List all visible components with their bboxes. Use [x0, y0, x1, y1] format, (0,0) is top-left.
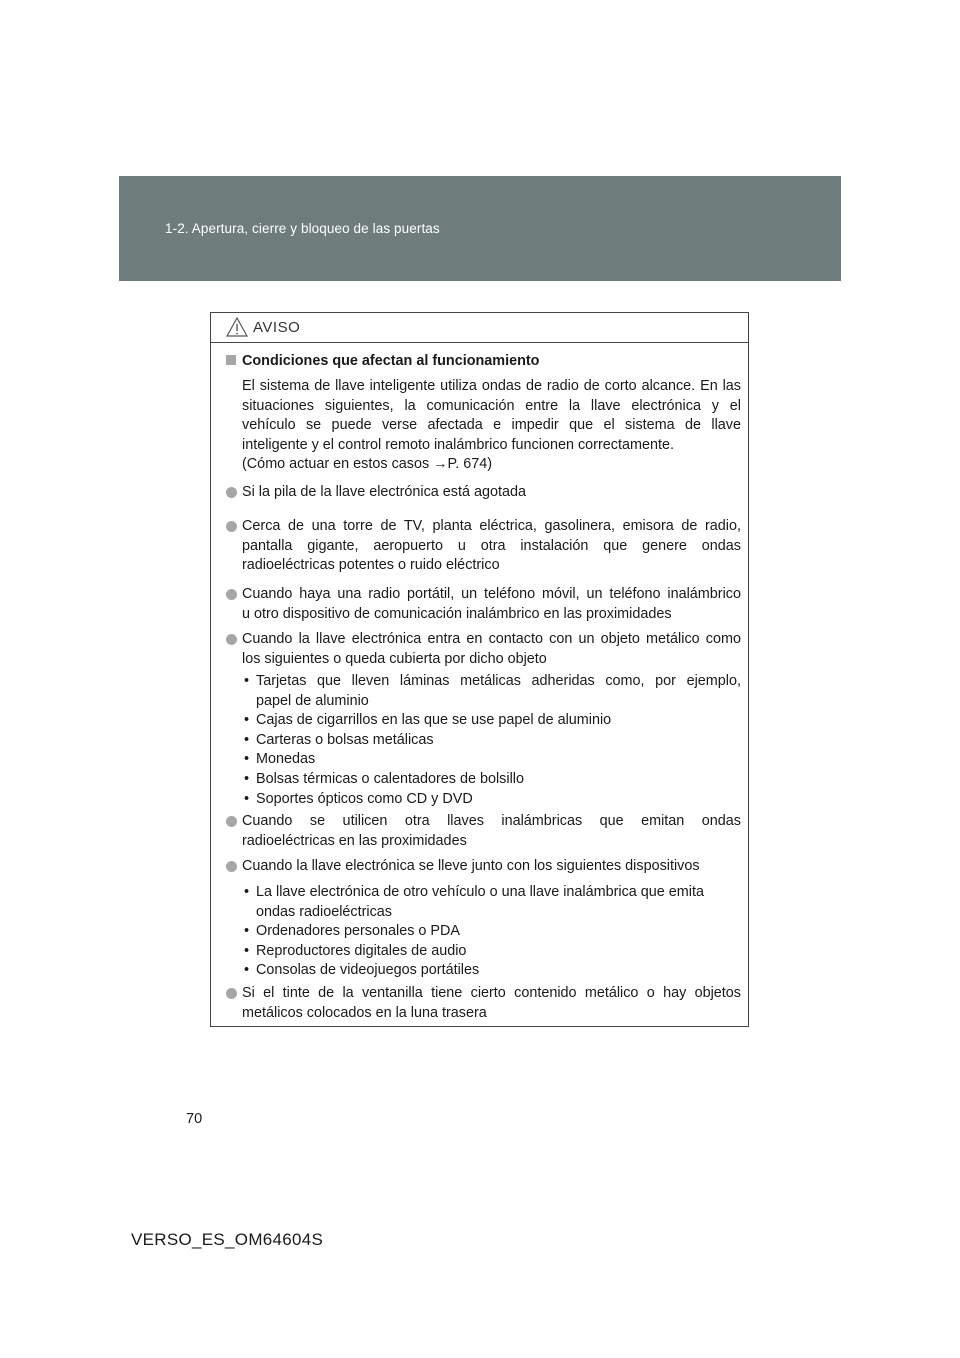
warning-box: [210, 312, 749, 1027]
sub-list-item: [244, 883, 741, 922]
page-number: 70: [186, 1111, 203, 1127]
sub-line: Ordenadores personales o PDA: [256, 923, 460, 940]
header-band: [119, 176, 841, 281]
section-title-text: Condiciones que afectan al funcionamiento: [242, 353, 540, 369]
sub-line: Cajas de cigarrillos en las que se use papel de aluminio: [256, 712, 612, 729]
sub-list-item: [244, 922, 741, 942]
intro-line: vehículo se puede verse afectada e impedir que el sistema de llave: [242, 417, 741, 434]
bullet-line: Si el tinte de la ventanilla tiene cierto contenido metálico o hay objetos: [242, 985, 741, 1001]
list-item: [224, 812, 741, 851]
sub-line: Carteras o bolsas metálicas: [256, 731, 434, 748]
circle-bullet-icon: [226, 521, 237, 532]
warning-triangle-icon: [226, 317, 248, 337]
sub-list-item: [244, 711, 741, 731]
circle-bullet-icon: [226, 487, 237, 498]
circle-bullet-icon: [226, 816, 237, 827]
sub-list-item: [244, 790, 741, 810]
square-bullet-icon: [226, 355, 236, 365]
sub-line: Bolsas térmicas o calentadores de bolsillo: [256, 770, 524, 787]
circle-bullet-icon: [226, 988, 237, 999]
circle-bullet-icon: [226, 589, 237, 600]
circle-bullet-icon: [226, 634, 237, 645]
bullet-line: Si la pila de la llave electrónica está agotada: [242, 484, 526, 500]
sub-line: Soportes ópticos como CD y DVD: [256, 790, 473, 807]
sub-list-metal: [244, 672, 741, 809]
intro-line: situaciones siguientes, la comunicación entre la llave electrónica y el: [242, 397, 741, 414]
bullet-line: Cuando la llave electrónica entra en contacto con un objeto metálico como: [242, 631, 741, 647]
circle-bullet-icon: [226, 861, 237, 872]
sub-line: • La llave electrónica de otro vehículo o una llave inalámbrica que emita: [256, 884, 704, 900]
warning-header: [211, 313, 748, 343]
sub-line: Consolas de videojuegos portátiles: [256, 962, 480, 979]
sub-line: ondas radioeléctricas: [256, 903, 392, 920]
document-code: VERSO_ES_OM64604S: [131, 1230, 324, 1249]
list-item: [224, 857, 741, 877]
section-title: [226, 352, 740, 372]
warning-title: AVISO: [253, 319, 301, 336]
sub-line: Reproductores digitales de audio: [256, 942, 467, 959]
sub-list-item: [244, 961, 741, 981]
bullet-line: u otro dispositivo de comunicación inalámbrico en las proximidades: [242, 605, 672, 622]
bullet-line: radioeléctricas potentes o ruido eléctrico: [242, 557, 500, 574]
sub-list-devices: [244, 883, 741, 981]
sub-line: • Tarjetas que lleven láminas metálicas adheridas como, por ejemplo,: [256, 673, 741, 689]
list-item: [224, 630, 741, 669]
list-item: [224, 585, 741, 624]
sub-line: Monedas: [256, 751, 316, 768]
list-item: [224, 984, 741, 1023]
list-item: [224, 517, 741, 576]
sub-list-item: [244, 750, 741, 770]
sub-list-item: [244, 731, 741, 751]
bullet-line: Cuando haya una radio portátil, un teléfono móvil, un teléfono inalámbrico: [242, 586, 741, 602]
intro-line: El sistema de llave inteligente utiliza ondas de radio de corto alcance. En las: [242, 378, 741, 394]
bullet-line: metálicos colocados en la luna trasera: [242, 1004, 487, 1021]
bullet-line: radioeléctricas en las proximidades: [242, 832, 467, 849]
intro-reference: (Cómo actuar en estos casos →P. 674): [242, 456, 493, 473]
sub-list-item: [244, 672, 741, 711]
section-header: 1-2. Apertura, cierre y bloqueo de las puertas: [165, 221, 440, 236]
bullet-line: pantalla gigante, aeropuerto u otra instalación que genere ondas: [242, 537, 741, 554]
bullet-line: los siguientes o queda cubierta por dicho objeto: [242, 650, 547, 667]
intro-paragraph: [242, 377, 741, 475]
bullet-line: Cuando se utilicen otra llaves inalámbricas que emitan ondas: [242, 813, 741, 829]
list-item: [224, 483, 741, 503]
sub-line: papel de aluminio: [256, 692, 369, 709]
intro-line: inteligente y el control remoto inalámbrico funcionen correctamente.: [242, 436, 674, 453]
sub-list-item: [244, 942, 741, 962]
bullet-line: Cuando la llave electrónica se lleve junto con los siguientes dispositivos: [242, 858, 700, 874]
bullet-line: Cerca de una torre de TV, planta eléctrica, gasolinera, emisora de radio,: [242, 518, 741, 534]
sub-list-item: [244, 770, 741, 790]
